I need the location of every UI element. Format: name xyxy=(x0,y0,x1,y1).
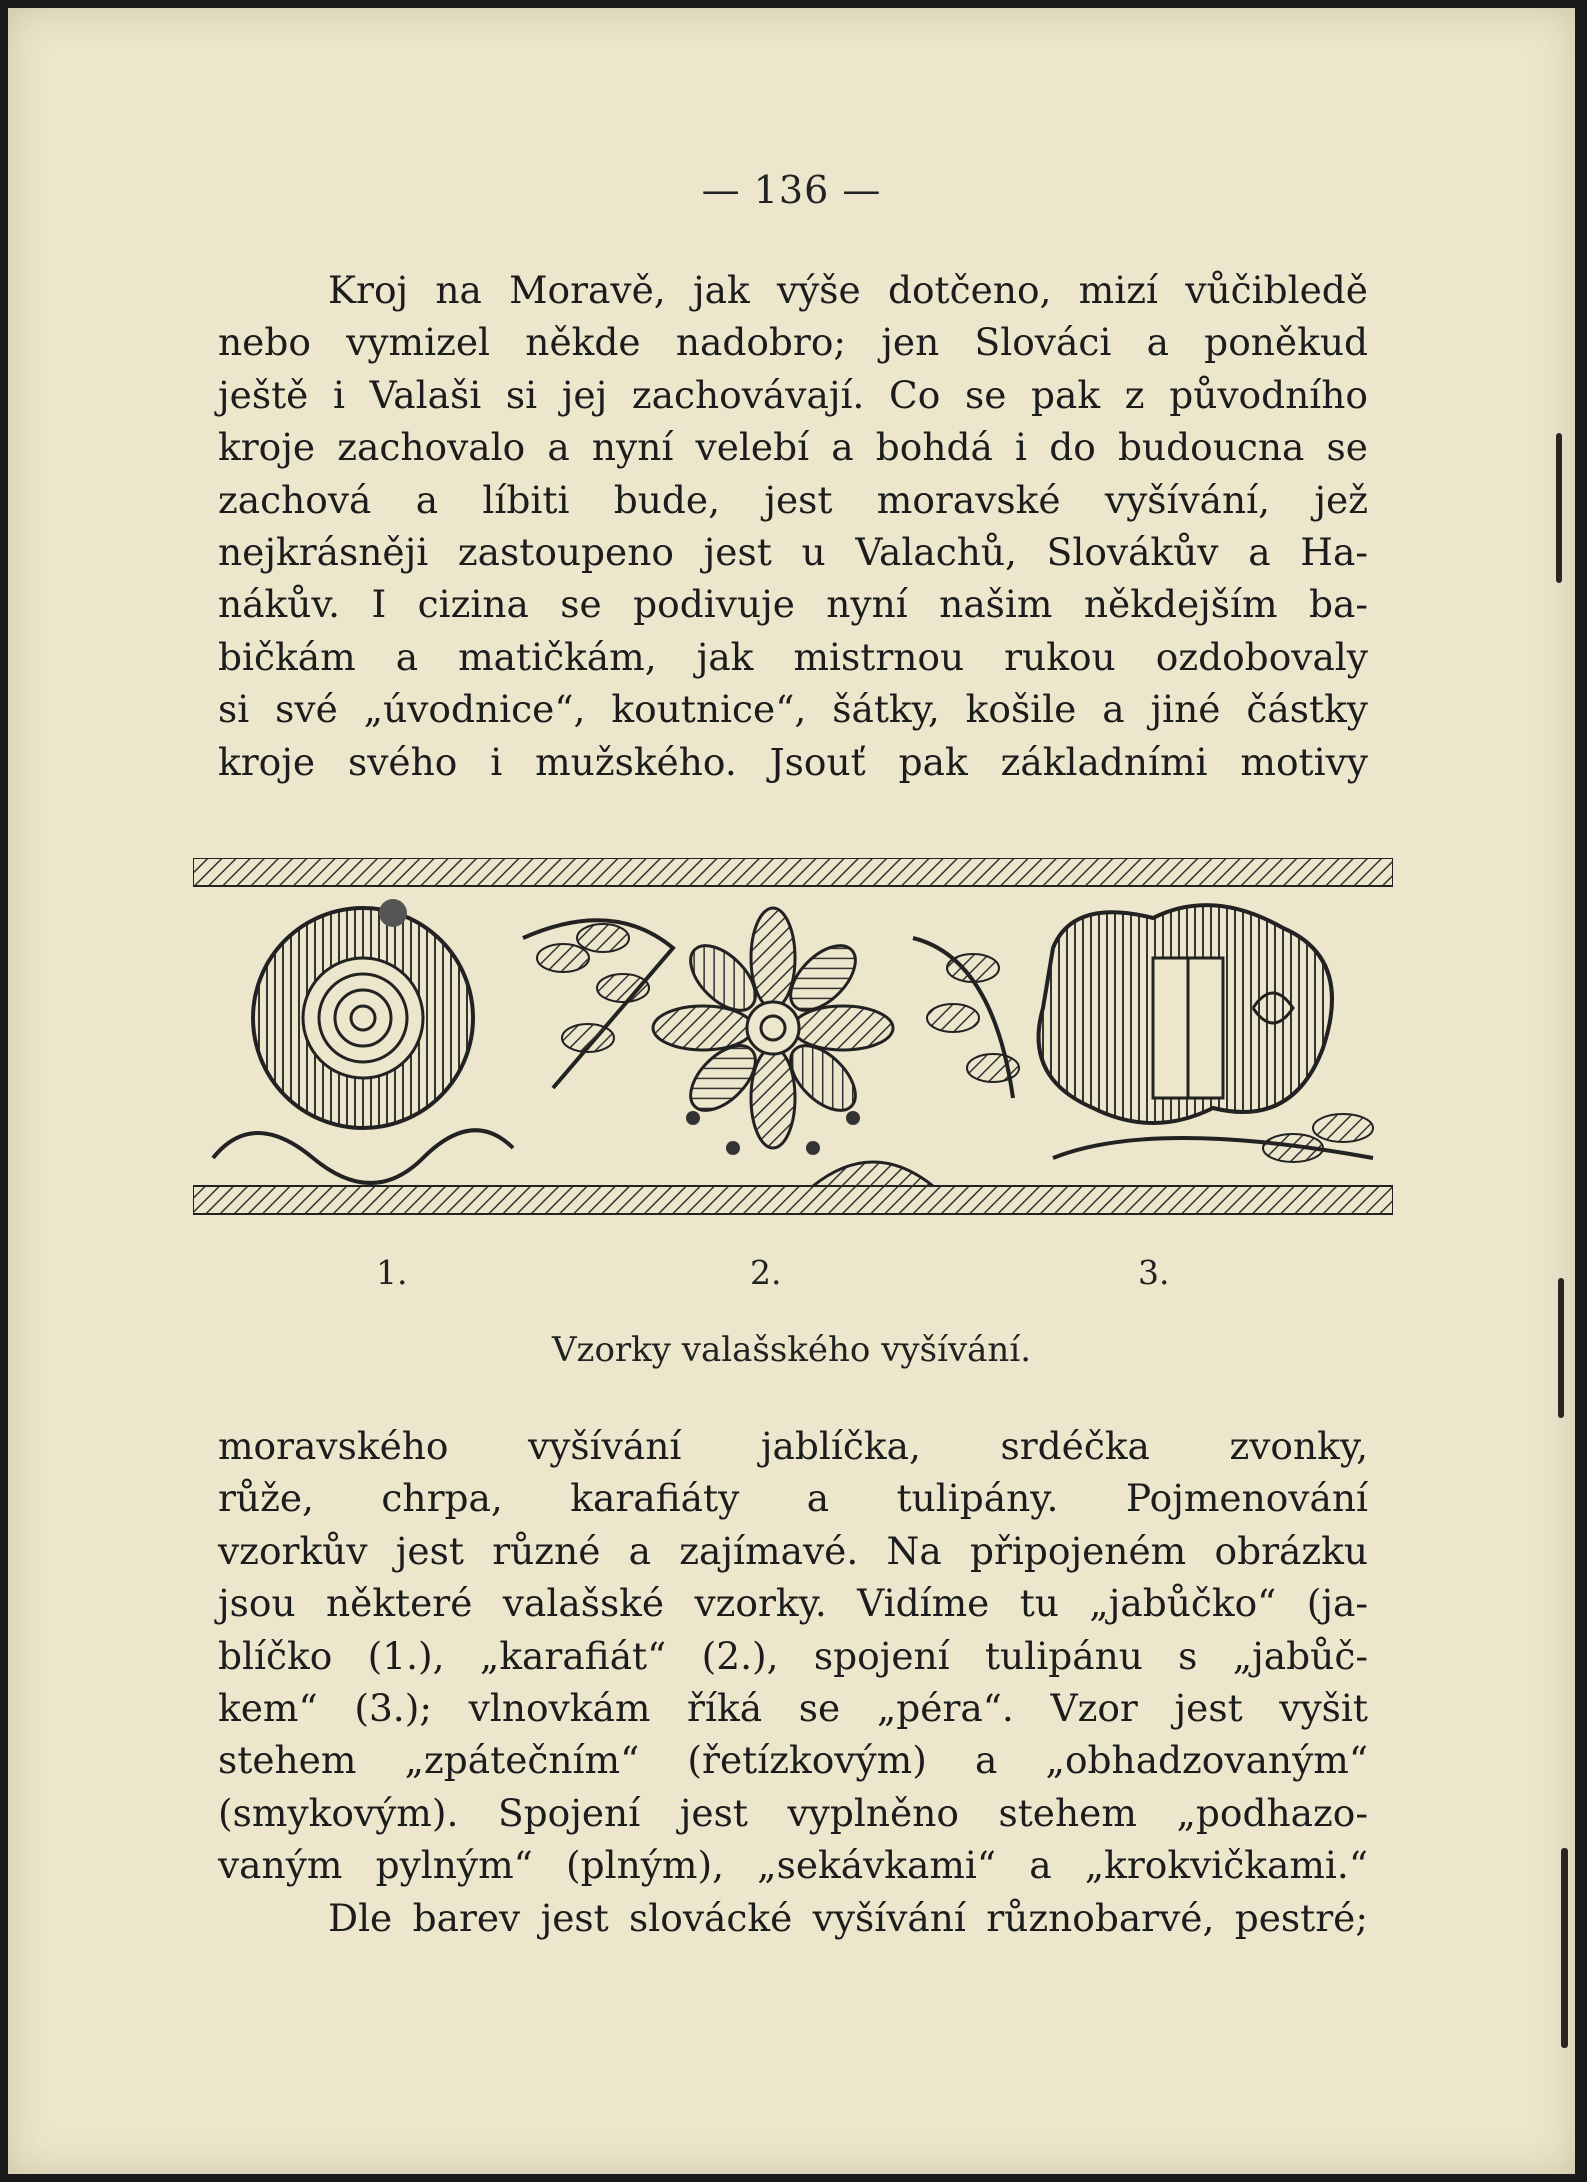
text-line: kroje zachovalo a nyní velebí a bohdá i do budoucna se xyxy=(218,425,1368,470)
apple-motif xyxy=(213,899,513,1183)
carnation-motif xyxy=(653,908,933,1186)
text-line: nejkrásněji zastoupeno jest u Valachů, Slovákův a Ha- xyxy=(218,530,1368,575)
paragraph-2 xyxy=(218,1420,1368,1944)
paragraph-1 xyxy=(218,264,1368,788)
text-line: růže, chrpa, karafiáty a tulipány. Pojmenování xyxy=(218,1476,1368,1521)
top-border xyxy=(193,858,1393,886)
text-line: ještě i Valaši si jej zachovávají. Co se pak z původního xyxy=(218,372,1368,417)
text-line: kroje svého i mužského. Jsouť pak základními motivy xyxy=(218,739,1368,784)
book-page xyxy=(8,8,1575,2174)
binding-mark xyxy=(1561,1848,1568,2048)
text-line: bičkám a matičkám, jak mistrnou rukou ozdobovaly xyxy=(218,634,1368,679)
bottom-border xyxy=(193,1186,1393,1214)
text-line: vaným pylným“ (plným), „sekávkami“ a „krokvičkami.“ xyxy=(218,1843,1368,1888)
figure-label-2: 2. xyxy=(750,1253,782,1292)
text-line: Dle barev jest slovácké vyšívání různobarvé, pestré; xyxy=(328,1895,1368,1940)
text-line: (smykovým). Spojení jest vyplněno stehem „podhazo- xyxy=(218,1790,1368,1835)
text-line: kem“ (3.); vlnovkám říká se „péra“. Vzor jest vyšit xyxy=(218,1686,1368,1731)
text-line: nebo vymizel někde nadobro; jen Slováci a poněkud xyxy=(218,320,1368,365)
figure-caption: Vzorky valašského vyšívání. xyxy=(551,1330,1032,1370)
text-line: vzorkův jest různé a zajímavé. Na připojeném obrázku xyxy=(218,1528,1368,1573)
tulip-apple-motif xyxy=(1039,905,1373,1162)
text-line: stehem „zpátečním“ (řetízkovým) a „obhadzovaným“ xyxy=(218,1738,1368,1783)
text-line: si své „úvodnice“, koutnice“, šátky, košile a jiné částky xyxy=(218,687,1368,732)
embroidery-illustration xyxy=(193,858,1393,1218)
text-line: moravského vyšívání jablíčka, srdéčka zvonky, xyxy=(218,1424,1368,1468)
text-line: nákův. I cizina se podivuje nyní našim někdejším ba- xyxy=(218,582,1368,627)
binding-mark xyxy=(1556,433,1562,583)
text-line: Kroj na Moravě, jak výše dotčeno, mizí vůčibledě xyxy=(328,268,1368,312)
text-line: jsou některé valašské vzorky. Vidíme tu „jabůčko“ (ja- xyxy=(218,1581,1368,1626)
figure-label-1: 1. xyxy=(376,1253,408,1292)
text-line: blíčko (1.), „karafiát“ (2.), spojení tulipánu s „jabůč- xyxy=(218,1633,1368,1678)
text-line: zachová a líbiti bude, jest moravské vyšívání, jež xyxy=(218,477,1368,522)
figure-label-3: 3. xyxy=(1138,1253,1170,1292)
page-number: — 136 — xyxy=(701,168,882,212)
